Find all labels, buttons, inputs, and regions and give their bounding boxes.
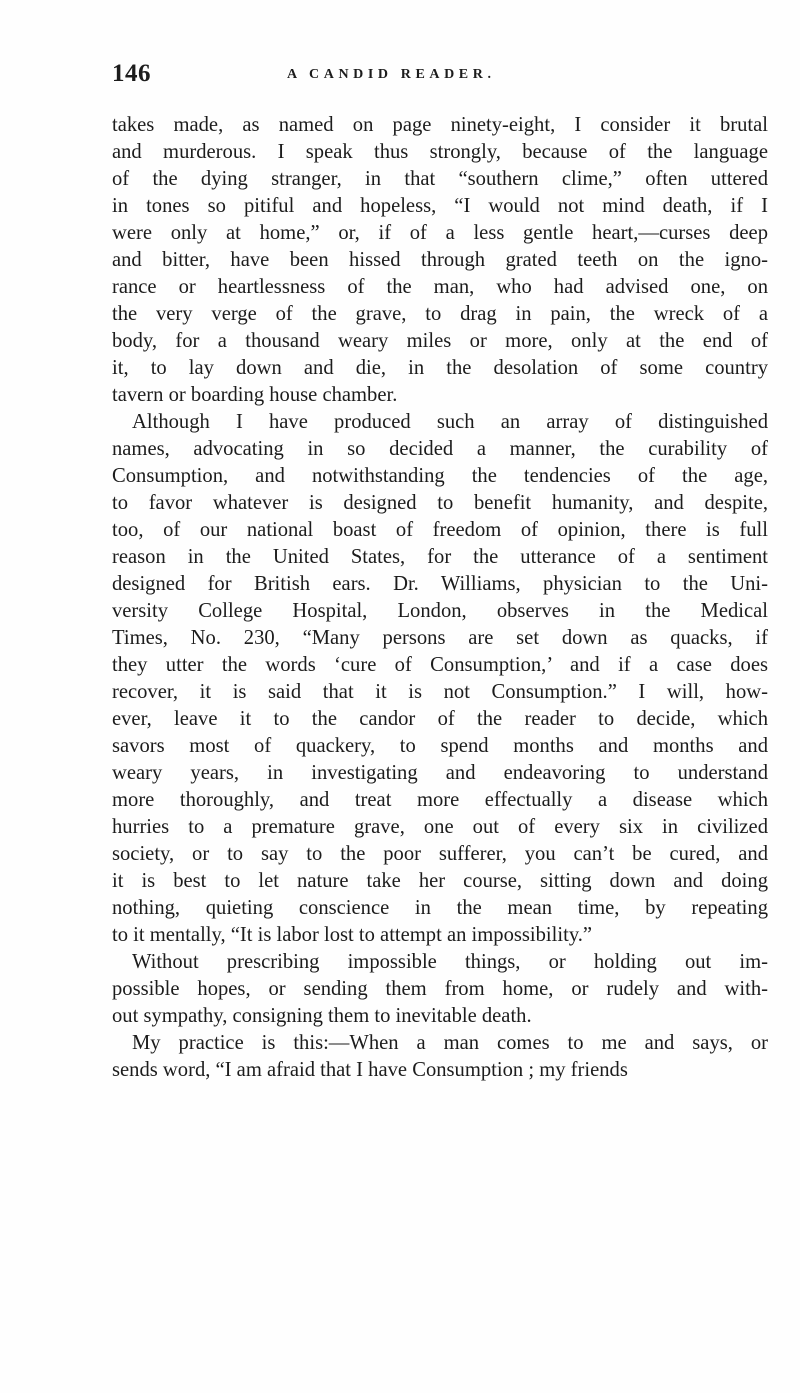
page-number: 146 xyxy=(112,60,151,87)
text-line: ever, leave it to the candor of the reader to decide, which xyxy=(112,708,768,730)
text-line: sends word, “I am afraid that I have Consumption ; my friends xyxy=(112,1059,628,1081)
body-text xyxy=(112,112,768,1084)
text-line: tavern or boarding house chamber. xyxy=(112,384,398,406)
text-line: possible hopes, or sending them from home, or rudely and with- xyxy=(112,978,768,1000)
text-line: it is best to let nature take her course, sitting down and doing xyxy=(112,870,768,892)
text-line: weary years, in investigating and endeavoring to understand xyxy=(112,762,768,784)
text-line: designed for British ears. Dr. Williams, physician to the Uni- xyxy=(112,573,768,595)
text-line: takes made, as named on page ninety-eight, I consider it brutal xyxy=(112,114,768,136)
text-line: savors most of quackery, to spend months and months and xyxy=(112,735,768,757)
text-line: Times, No. 230, “Many persons are set down as quacks, if xyxy=(112,627,768,649)
text-line: recover, it is said that it is not Consumption.” I will, how- xyxy=(112,681,768,703)
text-line: out sympathy, consigning them to inevitable death. xyxy=(112,1005,532,1027)
text-line: versity College Hospital, London, observes in the Medical xyxy=(112,600,768,622)
text-line: and murderous. I speak thus strongly, because of the language xyxy=(112,141,768,163)
text-line: names, advocating in so decided a manner, the curability of xyxy=(112,438,768,460)
text-line: to it mentally, “It is labor lost to attempt an impossibility.” xyxy=(112,924,593,946)
text-line: Consumption, and notwithstanding the tendencies of the age, xyxy=(112,465,768,487)
text-line: they utter the words ‘cure of Consumption,’ and if a case does xyxy=(112,654,768,676)
text-line: society, or to say to the poor sufferer, you can’t be cured, and xyxy=(112,843,768,865)
text-line: to favor whatever is designed to benefit humanity, and despite, xyxy=(112,492,768,514)
text-line: too, of our national boast of freedom of opinion, there is full xyxy=(112,519,768,541)
running-head: A CANDID READER. xyxy=(287,67,496,82)
text-line: in tones so pitiful and hopeless, “I would not mind death, if I xyxy=(112,195,768,217)
text-line: reason in the United States, for the utterance of a sentiment xyxy=(112,546,768,568)
text-line: Without prescribing impossible things, or holding out im- xyxy=(132,951,768,973)
text-line: My practice is this:—When a man comes to me and says, or xyxy=(132,1032,768,1054)
text-line: more thoroughly, and treat more effectually a disease which xyxy=(112,789,768,811)
text-line: body, for a thousand weary miles or more, only at the end of xyxy=(112,330,768,352)
text-line: hurries to a premature grave, one out of every six in civilized xyxy=(112,816,768,838)
text-line: nothing, quieting conscience in the mean time, by repeating xyxy=(112,897,768,919)
text-line: rance or heartlessness of the man, who had advised one, on xyxy=(112,276,768,298)
text-line: it, to lay down and die, in the desolation of some country xyxy=(112,357,768,379)
text-line: and bitter, have been hissed through grated teeth on the igno- xyxy=(112,249,768,271)
page-header xyxy=(112,60,762,94)
text-line: the very verge of the grave, to drag in pain, the wreck of a xyxy=(112,303,768,325)
text-line: were only at home,” or, if of a less gentle heart,—curses deep xyxy=(112,222,768,244)
text-line: of the dying stranger, in that “southern clime,” often uttered xyxy=(112,168,768,190)
text-line: Although I have produced such an array of distinguished xyxy=(132,411,768,433)
